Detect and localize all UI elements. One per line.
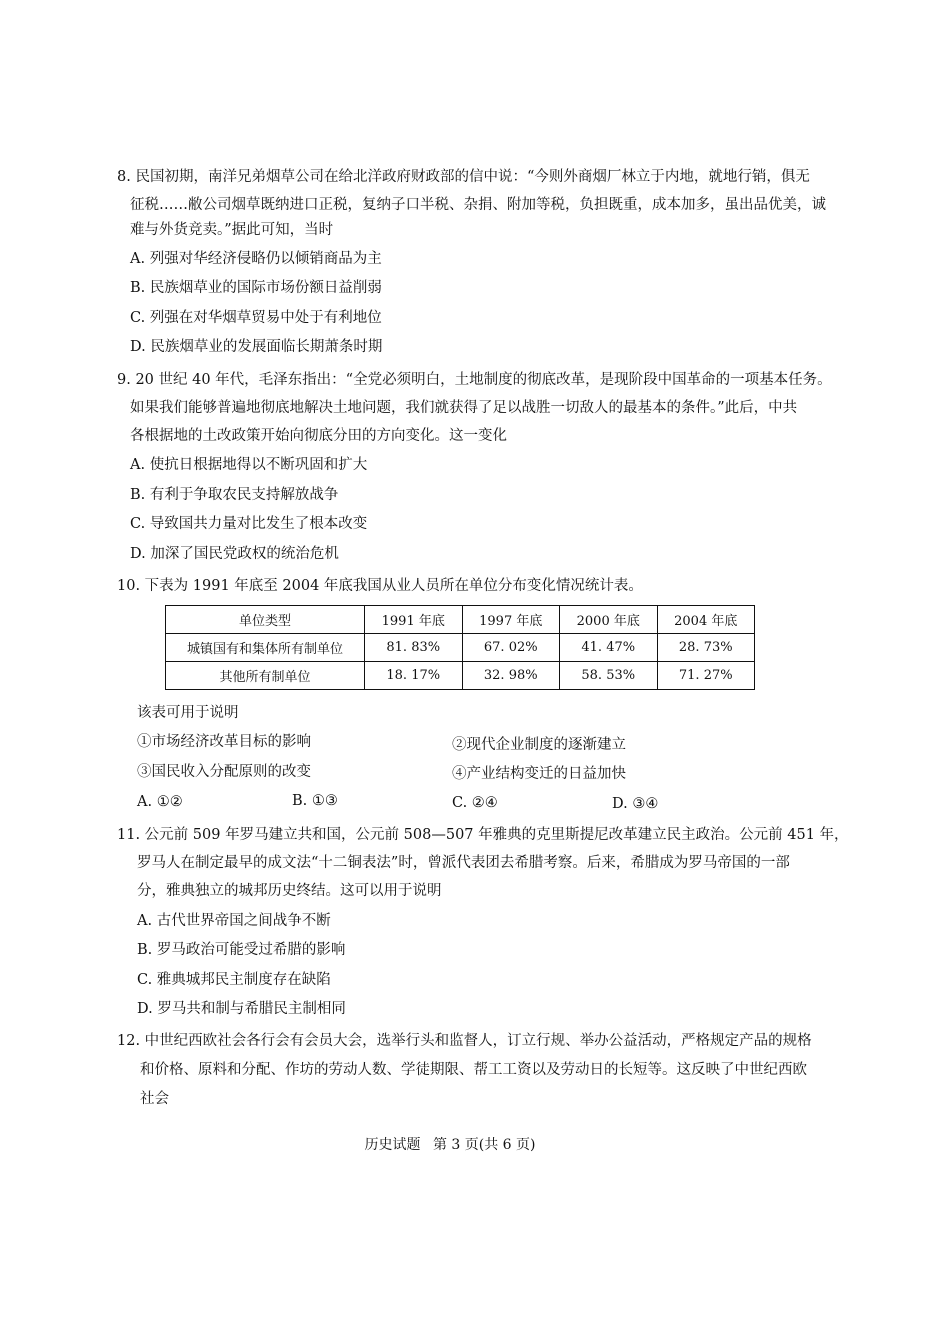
table-header-cell: 2004 年底 (657, 606, 755, 634)
question-11-option-a: A. 古代世界帝国之间战争不断 (137, 913, 331, 929)
question-11-option-d: D. 罗马共和制与希腊民主制相同 (137, 1001, 346, 1017)
question-9-stem-line-3: 各根据地的土改政策开始向彻底分田的方向变化。这一变化 (130, 428, 507, 444)
question-10-statement-1: ①市场经济改革目标的影响 (137, 734, 311, 750)
question-10-statement-2: ②现代企业制度的逐渐建立 (452, 737, 626, 753)
table-cell: 58. 53% (560, 662, 658, 690)
question-8-stem-line-1: 8. 民国初期，南洋兄弟烟草公司在给北洋政府财政部的信中说：“今则外商烟厂林立于内地，就地行销，俱无 (117, 169, 810, 185)
question-10-statement-3: ③国民收入分配原则的改变 (137, 764, 311, 780)
question-8-option-c: C. 列强在对华烟草贸易中处于有利地位 (130, 310, 382, 326)
question-10-stem: 10. 下表为 1991 年底至 2004 年底我国从业人员所在单位分布变化情况统计表。 (117, 578, 643, 594)
question-10-option-a: A. ①② (137, 794, 183, 810)
question-10-prompt: 该表可用于说明 (137, 705, 239, 721)
table-cell: 67. 02% (462, 634, 560, 662)
question-10-option-d: D. ③④ (612, 796, 659, 812)
question-9-option-a: A. 使抗日根据地得以不断巩固和扩大 (130, 457, 368, 473)
question-11-stem-line-1: 11. 公元前 509 年罗马建立共和国，公元前 508—507 年雅典的克里斯提尼改革建立民主政治。公元前 451 年， (117, 827, 849, 843)
question-11-option-b: B. 罗马政治可能受过希腊的影响 (137, 942, 346, 958)
table-header-cell: 1991 年底 (365, 606, 463, 634)
table-cell: 81. 83% (365, 634, 463, 662)
question-9-option-b: B. 有利于争取农民支持解放战争 (130, 487, 339, 503)
table-cell: 71. 27% (657, 662, 755, 690)
question-9-stem-line-2: 如果我们能够普遍地彻底地解决土地问题，我们就获得了足以战胜一切敌人的最基本的条件。”此后，中共 (130, 400, 798, 416)
table-cell: 其他所有制单位 (166, 662, 365, 690)
question-10-option-c: C. ②④ (452, 795, 498, 811)
table-header-cell: 单位类型 (166, 606, 365, 634)
table-header-cell: 1997 年底 (462, 606, 560, 634)
question-11-stem-line-2: 罗马人在制定最早的成文法“十二铜表法”时，曾派代表团去希腊考察。后来，希腊成为罗马帝国的一部 (137, 855, 790, 871)
employment-table (165, 605, 755, 690)
question-12-stem-line-3: 社会 (140, 1091, 169, 1107)
question-12-stem-line-2: 和价格、原料和分配、作坊的劳动人数、学徒期限、帮工工资以及劳动日的长短等。这反映了中世纪西欧 (140, 1062, 807, 1078)
question-8-option-a: A. 列强对华经济侵略仍以倾销商品为主 (130, 251, 382, 267)
question-10-statement-4: ④产业结构变迁的日益加快 (452, 766, 626, 782)
table-row (166, 634, 755, 662)
table-cell: 城镇国有和集体所有制单位 (166, 634, 365, 662)
page-footer (0, 1134, 900, 1154)
table-header-row (166, 606, 755, 634)
question-10-option-b: B. ①③ (292, 793, 338, 809)
question-8-stem-line-2: 征税……敝公司烟草既纳进口正税，复纳子口半税、杂捐、附加等税，负担既重，成本加多，虽出品优美，诚 (130, 197, 826, 213)
table-cell: 32. 98% (462, 662, 560, 690)
table-row (166, 662, 755, 690)
question-9-stem-line-1: 9. 20 世纪 40 年代，毛泽东指出：“全党必须明白，土地制度的彻底改革，是现阶段中国革命的一项基本任务。 (117, 372, 832, 388)
question-8-stem-line-3: 难与外货竞卖。”据此可知，当时 (130, 222, 334, 238)
footer-page-number: 第 3 页(共 6 页) (432, 1137, 536, 1153)
table-cell: 41. 47% (560, 634, 658, 662)
question-11-stem-line-3: 分，雅典独立的城邦历史终结。这可以用于说明 (137, 883, 442, 899)
table-cell: 18. 17% (365, 662, 463, 690)
question-11-option-c: C. 雅典城邦民主制度存在缺陷 (137, 972, 331, 988)
table-header-cell: 2000 年底 (560, 606, 658, 634)
table-cell: 28. 73% (657, 634, 755, 662)
question-8-option-b: B. 民族烟草业的国际市场份额日益削弱 (130, 280, 382, 296)
question-9-option-d: D. 加深了国民党政权的统治危机 (130, 546, 339, 562)
question-9-option-c: C. 导致国共力量对比发生了根本改变 (130, 516, 368, 532)
question-8-option-d: D. 民族烟草业的发展面临长期萧条时期 (130, 339, 383, 355)
question-12-stem-line-1: 12. 中世纪西欧社会各行会有会员大会，选举行头和监督人，订立行规、举办公益活动，严格规定产品的规格 (117, 1033, 812, 1049)
footer-subject: 历史试题 (364, 1137, 421, 1153)
